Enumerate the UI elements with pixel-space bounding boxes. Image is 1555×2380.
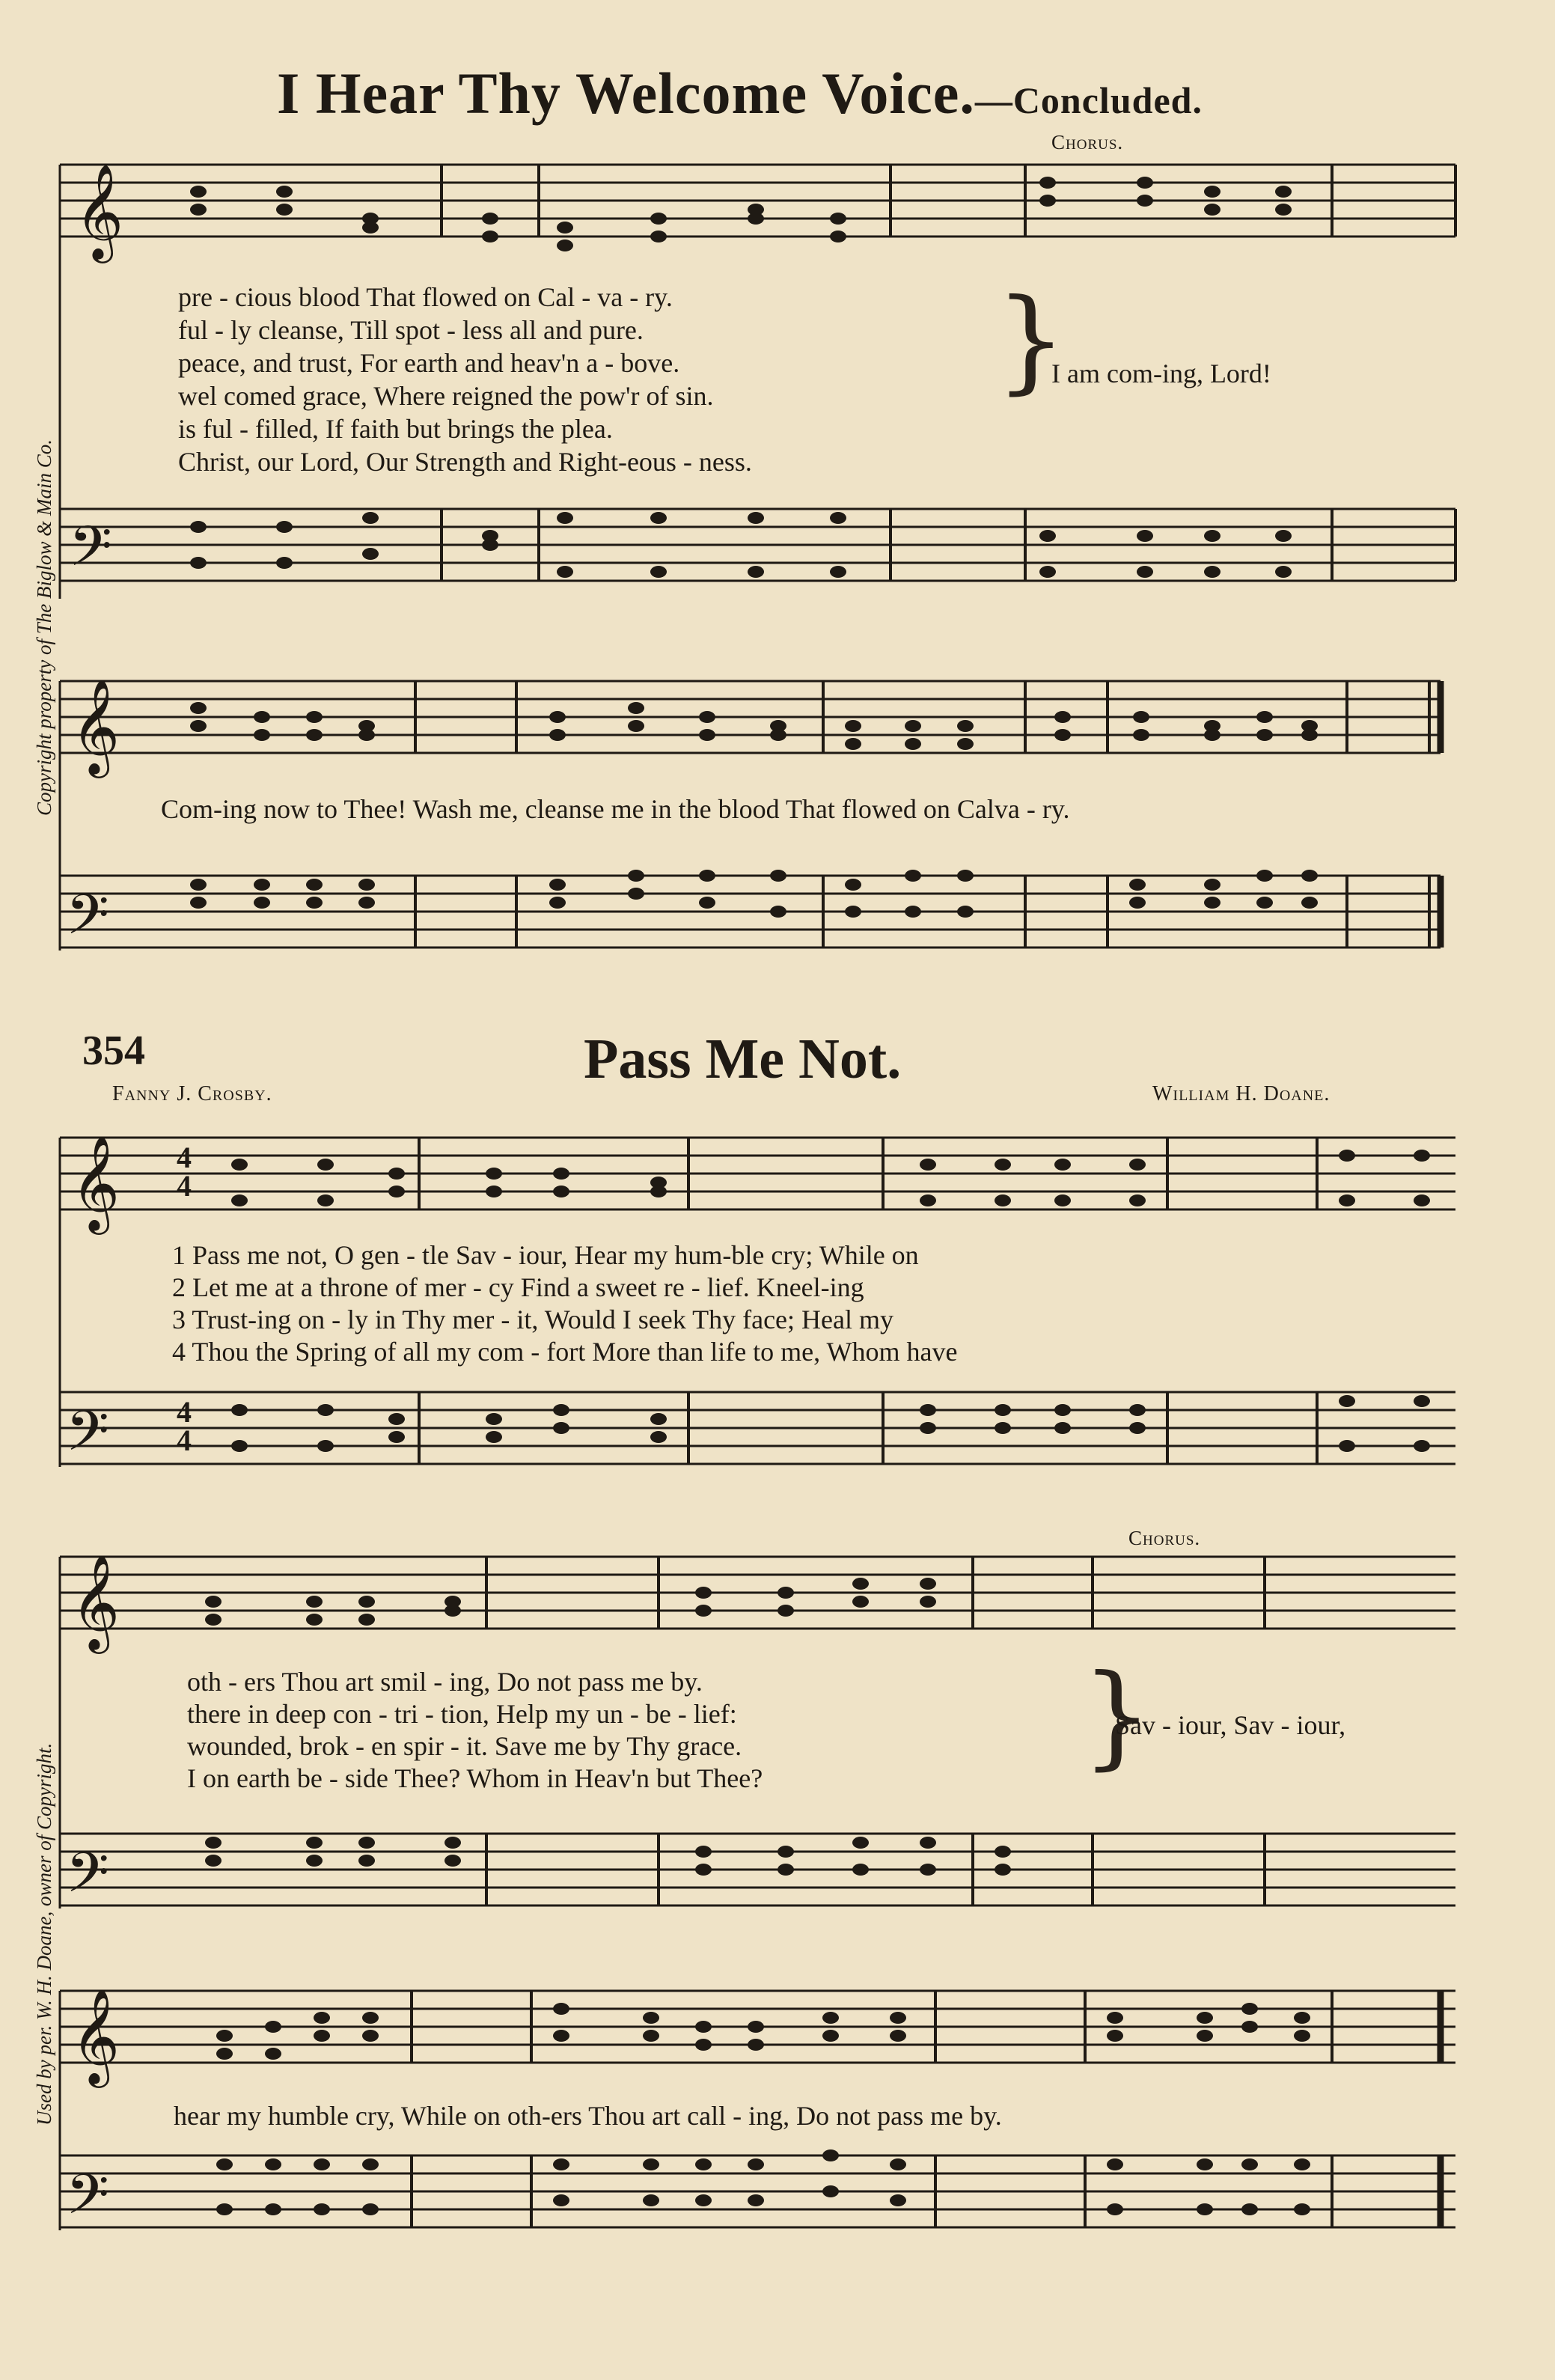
hymn-title-bottom: Pass Me Not.: [584, 1028, 902, 1090]
chorus-text-bottom: Sav - iour, Sav - iour,: [1115, 1710, 1346, 1740]
svg-text:4: 4: [177, 1169, 192, 1203]
verse-line-top-1: pre - cious blood That flowed on Cal - va - ry.: [178, 282, 673, 312]
svg-text:𝄢: 𝄢: [66, 882, 109, 961]
svg-text:𝄢: 𝄢: [66, 1840, 109, 1919]
svg-text:𝄢: 𝄢: [66, 1399, 109, 1477]
verse-line-bottom-3: 3 Trust-ing on - ly in Thy mer - it, Would I seek Thy face; Heal my: [172, 1305, 893, 1334]
verse-line-top-2: ful - ly cleanse, Till spot - less all and pure.: [178, 315, 644, 345]
verse-brace-top: }: [995, 275, 1067, 406]
verse-line-bottom-8: I on earth be - side Thee? Whom in Heav'n but Thee?: [187, 1763, 763, 1793]
refrain-line-bottom: hear my humble cry, While on oth-ers Thou art call - ing, Do not pass me by.: [174, 2101, 1002, 2131]
svg-text:𝄞: 𝄞: [71, 1554, 120, 1650]
verse-line-bottom-6: there in deep con - tri - tion, Help my un - be - lief:: [187, 1699, 737, 1729]
verse-line-bottom-4: 4 Thou the Spring of all my com - fort More than life to me, Whom have: [172, 1337, 958, 1367]
verse-line-bottom-7: wounded, brok - en spir - it. Save me by Thy grace.: [187, 1731, 742, 1761]
svg-text:4: 4: [177, 1424, 192, 1457]
svg-text:𝄢: 𝄢: [66, 2162, 109, 2238]
hymn-number: 354: [82, 1028, 145, 1074]
svg-text:𝄞: 𝄞: [75, 163, 124, 259]
author-credit: Fanny J. Crosby.: [112, 1082, 272, 1105]
verse-line-bottom-2: 2 Let me at a throne of mer - cy Find a sweet re - lief. Kneel-ing: [172, 1272, 864, 1302]
chorus-text-top: I am com-ing, Lord!: [1051, 358, 1271, 388]
hymn-title-top-suffix: —Concluded.: [974, 79, 1203, 121]
verse-brace-bottom: }: [1081, 1651, 1153, 1781]
refrain-line-top: Com-ing now to Thee! Wash me, cleanse me in the blood That flowed on Calva - ry.: [161, 794, 1070, 824]
verse-line-bottom-5: oth - ers Thou art smil - ing, Do not pass me by.: [187, 1667, 703, 1697]
hymn-title-top: [277, 60, 1203, 127]
copyright-note-top: Copyright property of The Biglow & Main Co.: [33, 439, 55, 816]
chorus-label-top: Chorus.: [1051, 131, 1124, 153]
svg-text:4: 4: [177, 1395, 192, 1429]
svg-text:𝄢: 𝄢: [69, 514, 112, 593]
svg-text:𝄞: 𝄞: [71, 1988, 120, 2084]
verse-line-top-4: wel comed grace, Where reigned the pow'r of sin.: [178, 381, 714, 411]
verse-line-top-6: Christ, our Lord, Our Strength and Right-eous - ness.: [178, 447, 752, 477]
hymn-title-top-text: I Hear Thy Welcome Voice.: [277, 61, 975, 126]
svg-text:𝄞: 𝄞: [71, 678, 120, 774]
verse-line-bottom-1: 1 Pass me not, O gen - tle Sav - iour, Hear my hum-ble cry; While on: [172, 1240, 919, 1270]
svg-text:4: 4: [177, 1141, 192, 1174]
chorus-label-bottom: Chorus.: [1128, 1527, 1201, 1549]
copyright-note-bottom: Used by per. W. H. Doane, owner of Copyright.: [33, 1742, 55, 2126]
svg-text:𝄞: 𝄞: [71, 1135, 120, 1230]
treble-staff-1: [60, 165, 1455, 237]
composer-credit: William H. Doane.: [1152, 1082, 1331, 1105]
verse-line-top-3: peace, and trust, For earth and heav'n a - bove.: [178, 348, 680, 378]
verse-line-top-5: is ful - filled, If faith but brings the plea.: [178, 414, 613, 444]
